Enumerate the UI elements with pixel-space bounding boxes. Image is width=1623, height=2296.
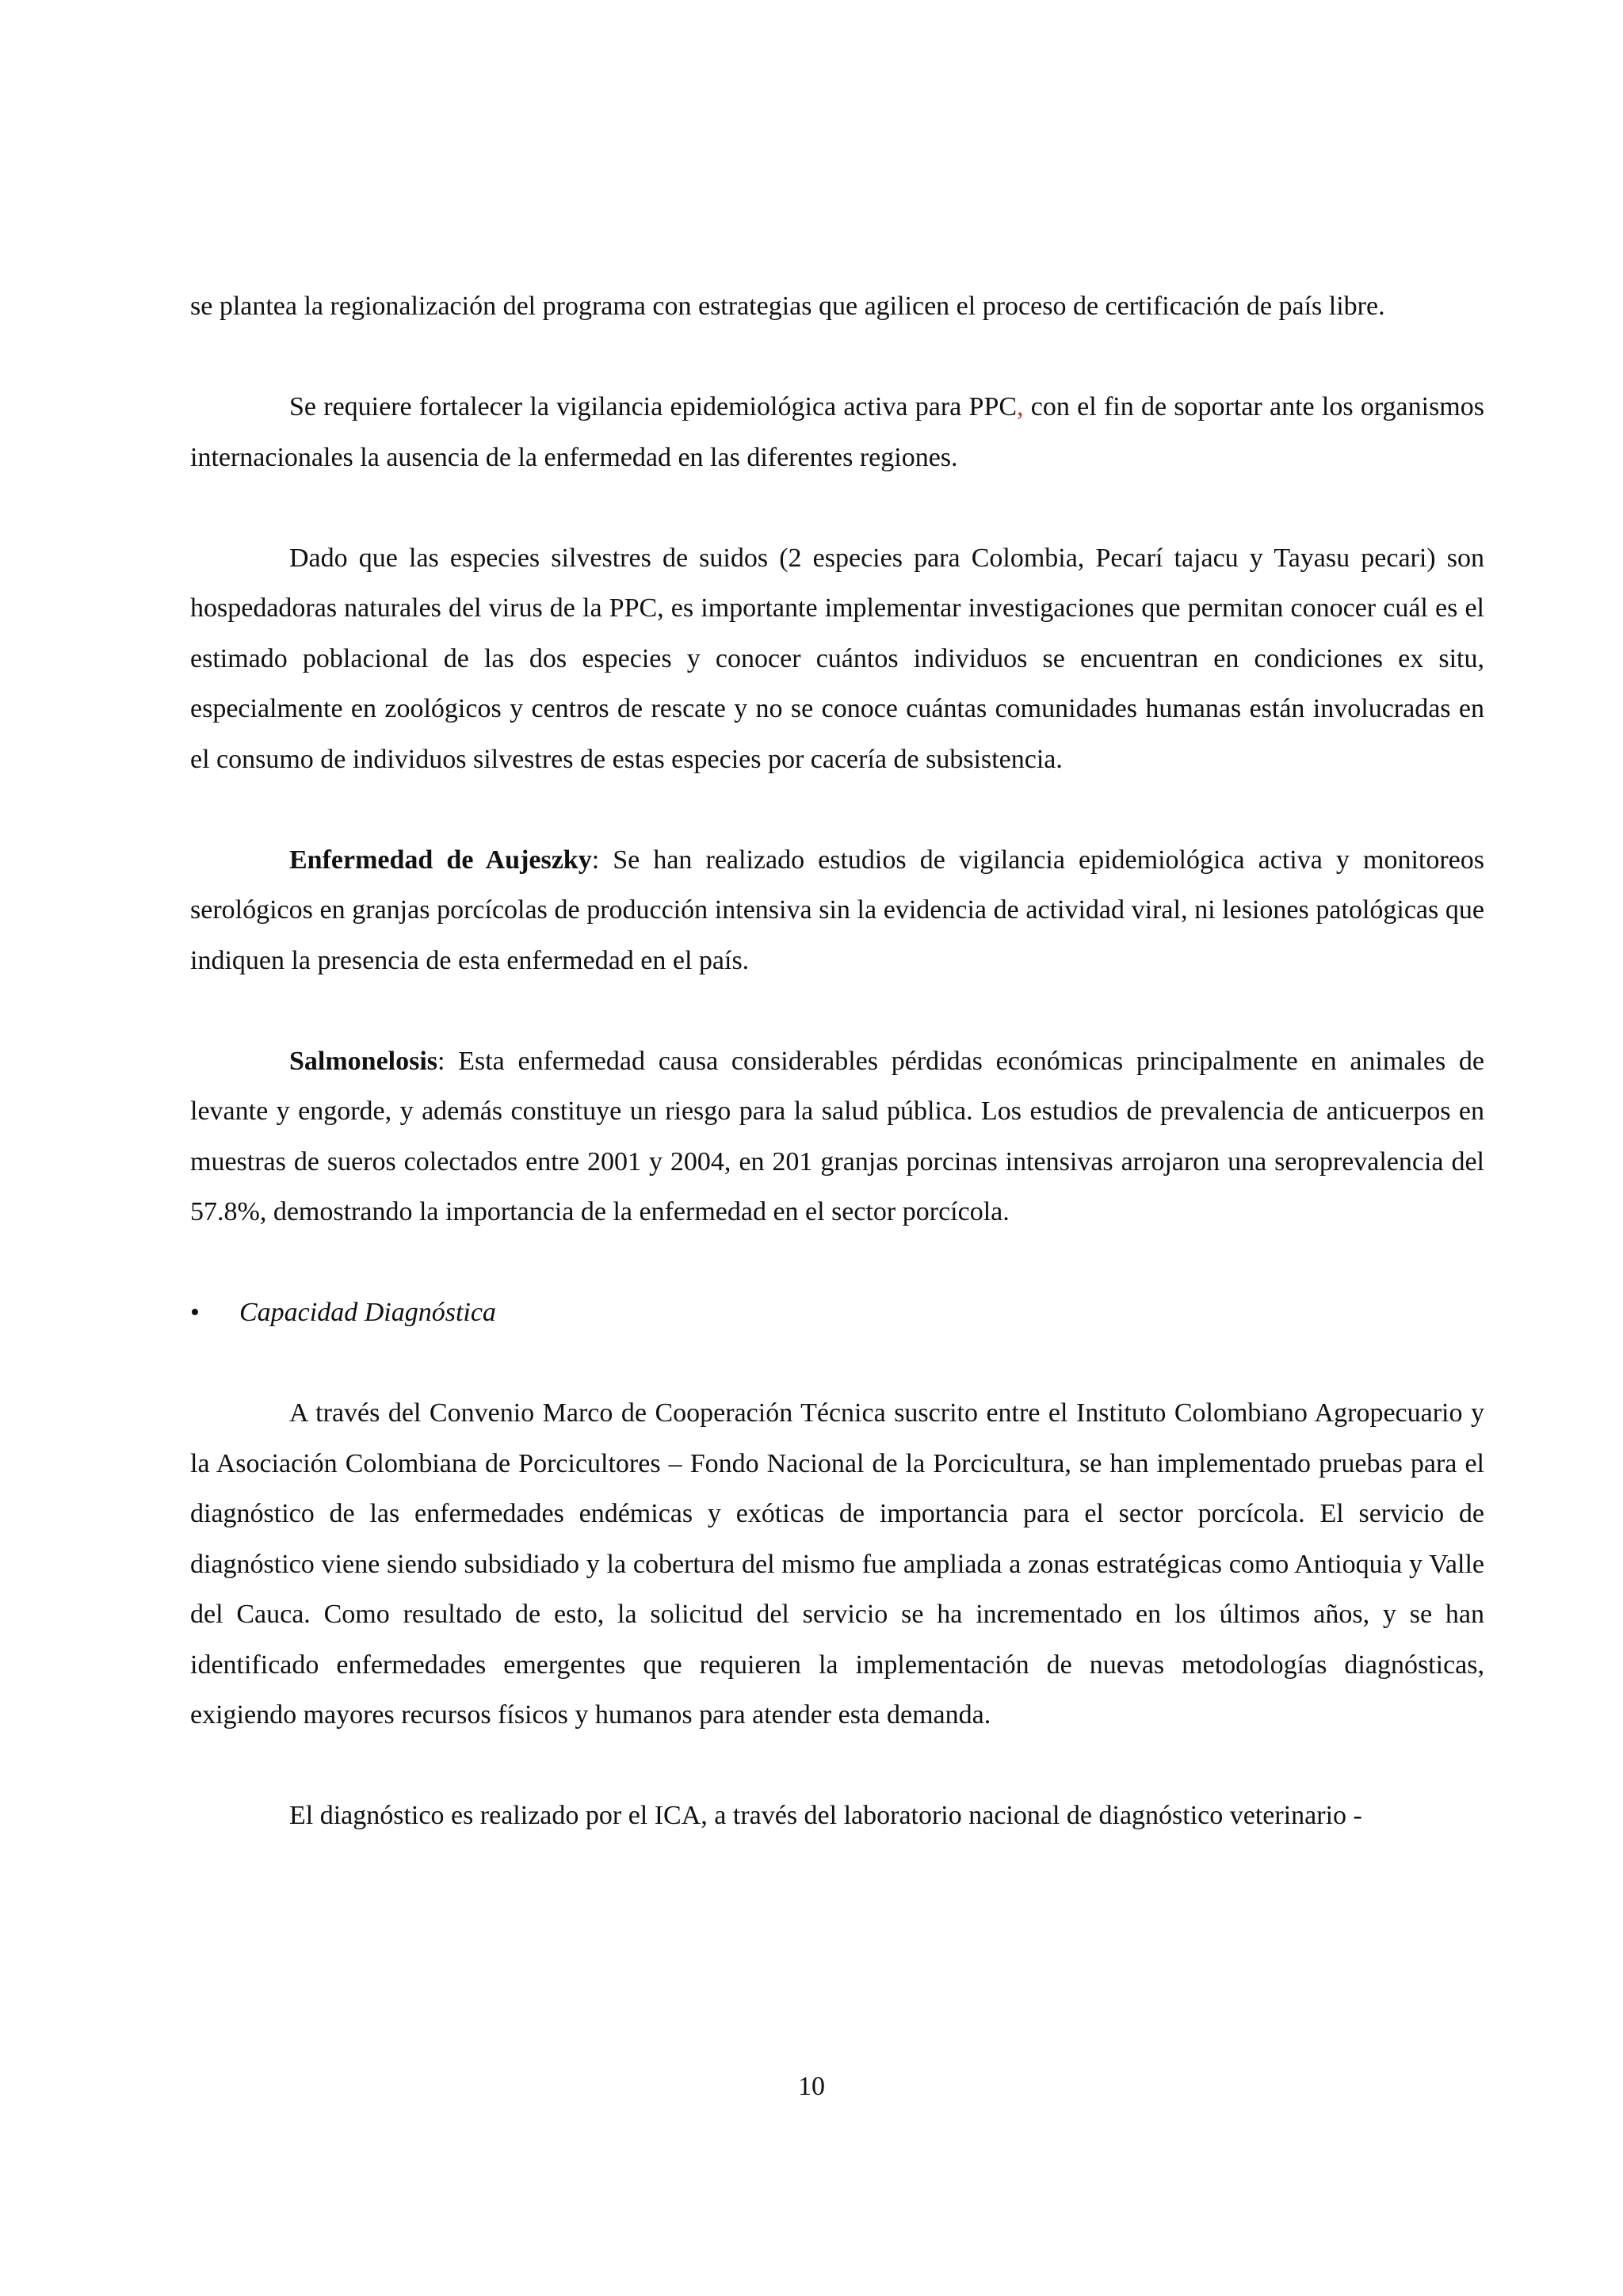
document-body: [190, 281, 1484, 1841]
page-number: 10: [798, 2072, 825, 2101]
paragraph-diagnostico-ica: [190, 1791, 1484, 1841]
section-heading-aujeszky: Enfermedad de Aujeszky: [289, 845, 592, 875]
paragraph-text: Se requiere fortalecer la vigilancia epidemiológica activa para PPC: [289, 392, 1018, 421]
paragraph-text: se plantea la regionalización del programa con estrategias que agilicen el proceso de certificación de país libre.: [190, 292, 1385, 321]
paragraph-text: : Esta enfermedad causa considerables pérdidas económicas principalmente en animales de levante y engorde, y además constituye un riesgo para la salud pública. Los estudios de prevalencia de anticuerpos en muestras de sueros colectados entre 2001 y 2004, en 201 granjas porcinas intensivas arrojaron una seroprevalencia del 57.8%, demostrando la importancia de la enfermedad en el sector porcícola.: [190, 1046, 1484, 1226]
paragraph-regionalizacion: [190, 281, 1484, 332]
paragraph-text: con el fin de soportar ante los organismos internacionales la ausencia de la enfermedad en las diferentes regiones.: [190, 392, 1484, 472]
bullet-item-capacidad-diagnostica: [190, 1287, 1484, 1338]
paragraph-aujeszky: [190, 835, 1484, 986]
paragraph-text: Dado que las especies silvestres de suidos (2 especies para Colombia, Pecarí tajacu y Tayasu pecari) son hospedadoras naturales del virus de la PPC, es importante implementar investigaciones que permitan conocer cuál es el estimado poblacional de las dos especies y conocer cuántos individuos se encuentran en condiciones ex situ, especialmente en zoológicos y centros de rescate y no se conoce cuántas comunidades humanas están involucradas en el consumo de individuos silvestres de estas especies por cacería de subsistencia.: [190, 543, 1484, 774]
red-comma-mark: ,: [1017, 392, 1024, 421]
paragraph-especies-silvestres: [190, 533, 1484, 785]
paragraph-convenio-marco: [190, 1388, 1484, 1741]
bullet-icon: •: [190, 1298, 200, 1327]
paragraph-vigilancia-ppc: [190, 382, 1484, 482]
paragraph-text: El diagnóstico es realizado por el ICA, a través del laboratorio nacional de diagnóstico veterinario -: [289, 1801, 1362, 1830]
paragraph-salmonelosis: [190, 1036, 1484, 1238]
section-heading-salmonelosis: Salmonelosis: [289, 1046, 438, 1076]
paragraph-text: : Se han realizado estudios de vigilancia epidemiológica activa y monitoreos serológicos en granjas porcícolas de producción intensiva sin la evidencia de actividad viral, ni lesiones patológicas que indiquen la presencia de esta enfermedad en el país.: [190, 845, 1484, 975]
bullet-label: Capacidad Diagnóstica: [239, 1298, 496, 1327]
paragraph-text: A través del Convenio Marco de Cooperación Técnica suscrito entre el Instituto Colombiano Agropecuario y la Asociación Colombiana de Porcicultores – Fondo Nacional de la Porcicultura, se han implementado pruebas para el diagnóstico de las enfermedades endémicas y exóticas de importancia para el sector porcícola. El servicio de diagnóstico viene siendo subsidiado y la cobertura del mismo fue ampliada a zonas estratégicas como Antioquia y Valle del Cauca. Como resultado de esto, la solicitud del servicio se ha incrementado en los últimos años, y se han identificado enfermedades emergentes que requieren la implementación de nuevas metodologías diagnósticas, exigiendo mayores recursos físicos y humanos para atender esta demanda.: [190, 1398, 1484, 1730]
